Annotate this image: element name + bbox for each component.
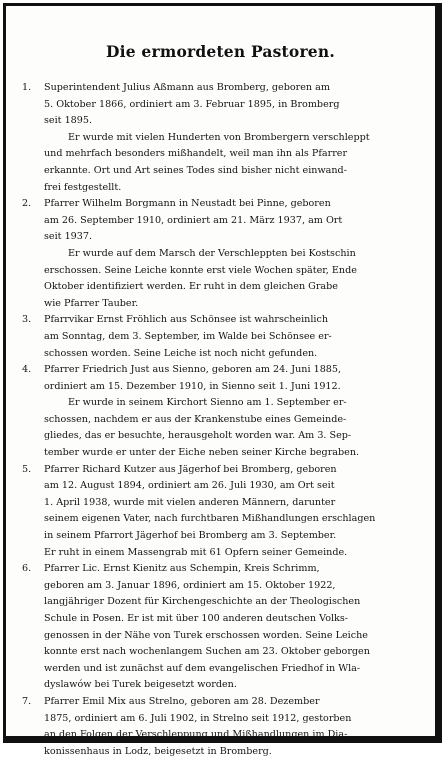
text-line: geboren am 3. Januar 1896, ordiniert am 15. Oktober 1922, [44, 579, 336, 591]
text-line: Pfarrvikar Ernst Fröhlich aus Schönsee ist wahrscheinlich [44, 314, 329, 326]
text-line: gliedes, das er besuchte, herausgeholt worden war. Am 3. Sep- [44, 430, 352, 442]
text-line: Pfarrer Wilhelm Borgmann in Neustadt bei Pinne, geboren [44, 198, 331, 210]
text-line: und mehrfach besonders mißhandelt, weil man ihn als Pfarrer [44, 148, 348, 160]
list-item [20, 694, 428, 760]
item-number: 3. [22, 314, 32, 326]
text-line: am 26. September 1910, ordiniert am 21. März 1937, am Ort [44, 214, 343, 226]
item-number: 7. [22, 695, 32, 707]
text-line: in seinem Pfarrort Jägerhof bei Bromberg am 3. September. [44, 530, 337, 542]
item-number: 5. [22, 463, 32, 475]
text-line: frei festgestellt. [44, 181, 122, 193]
text-line: Er wurde mit vielen Hunderten von Brombergern verschleppt [68, 131, 370, 143]
text-line: konnte erst nach wochenlangem Suchen am 23. Oktober geborgen [44, 646, 370, 658]
text-line: Er wurde auf dem Marsch der Verschleppten bei Kostschin [68, 247, 356, 259]
list-item [20, 462, 428, 562]
text-line: an den Folgen der Verschleppung und Mißhandlungen im Dia- [44, 729, 348, 741]
text-line: am Sonntag, dem 3. September, im Walde bei Schönsee er- [44, 330, 332, 342]
text-line: langjähriger Dozent für Kirchengeschichte an der Theologischen [44, 596, 361, 608]
text-line: Pfarrer Friedrich Just aus Sienno, geboren am 24. Juni 1885, [44, 364, 342, 376]
text-line: Pfarrer Lic. Ernst Kienitz aus Schempin, Kreis Schrimm, [44, 563, 320, 575]
text-line: 1. April 1938, wurde mit vielen anderen Männern, darunter [44, 496, 336, 508]
item-number: 4. [22, 364, 32, 376]
text-line: 1875, ordiniert am 6. Juli 1902, in Strelno seit 1912, gestorben [44, 712, 352, 724]
pastor-list [20, 80, 428, 760]
text-line: genossen in der Nähe von Turek erschossen worden. Seine Leiche [44, 629, 368, 641]
text-line: seit 1895. [44, 115, 93, 127]
list-item [20, 80, 428, 196]
item-number: 6. [22, 563, 32, 575]
text-line: Pfarrer Richard Kutzer aus Jägerhof bei Bromberg, geboren [44, 463, 337, 475]
text-line: wie Pfarrer Tauber. [44, 297, 139, 309]
text-line: am 12. August 1894, ordiniert am 26. Juli 1930, am Ort seit [44, 480, 335, 492]
text-line: seinem eigenen Vater, nach furchtbaren Mißhandlungen erschlagen [44, 513, 376, 525]
text-line: 5. Oktober 1866, ordiniert am 3. Februar 1895, in Bromberg [44, 98, 340, 110]
text-line: werden und ist zunächst auf dem evangelischen Friedhof in Wla- [44, 662, 361, 674]
page-title: Die ermordeten Pastoren. [106, 42, 335, 61]
text-line: konissenhaus in Lodz, beigesetzt in Bromberg. [44, 745, 272, 757]
text-line: schossen, nachdem er aus der Krankenstube eines Gemeinde- [44, 413, 347, 425]
text-line: ordiniert am 15. Dezember 1910, in Sienno seit 1. Juni 1912. [44, 380, 341, 392]
text-line: seit 1937. [44, 231, 93, 243]
text-line: Pfarrer Emil Mix aus Strelno, geboren am 28. Dezember [44, 695, 320, 707]
item-number: 1. [22, 82, 32, 93]
document-frame [3, 3, 442, 757]
text-line: schossen worden. Seine Leiche ist noch nicht gefunden. [44, 347, 318, 359]
list-item [20, 312, 428, 362]
text-line: dyslawów bei Turek beigesetzt worden. [44, 679, 237, 691]
list-item [20, 561, 428, 694]
text-line: Er ruht in einem Massengrab mit 61 Opfern seiner Gemeinde. [44, 546, 348, 558]
text-line: Oktober identifiziert werden. Er ruht in dem gleichen Grabe [44, 281, 338, 293]
text-line: Schule in Posen. Er ist mit über 100 anderen deutschen Volks- [44, 613, 349, 624]
text-line: Superintendent Julius Aßmann aus Bromberg, geboren am [44, 82, 330, 93]
list-item [20, 362, 428, 462]
text-line: erkannte. Ort und Art seines Todes sind bisher nicht einwand- [44, 164, 347, 176]
item-number: 2. [22, 198, 32, 210]
text-line: tember wurde er unter der Eiche neben seiner Kirche begraben. [44, 447, 360, 459]
text-line: Er wurde in seinem Kirchort Sienno am 1. September er- [68, 397, 347, 409]
list-item [20, 196, 428, 312]
text-line: erschossen. Seine Leiche konnte erst viele Wochen später, Ende [44, 264, 357, 276]
